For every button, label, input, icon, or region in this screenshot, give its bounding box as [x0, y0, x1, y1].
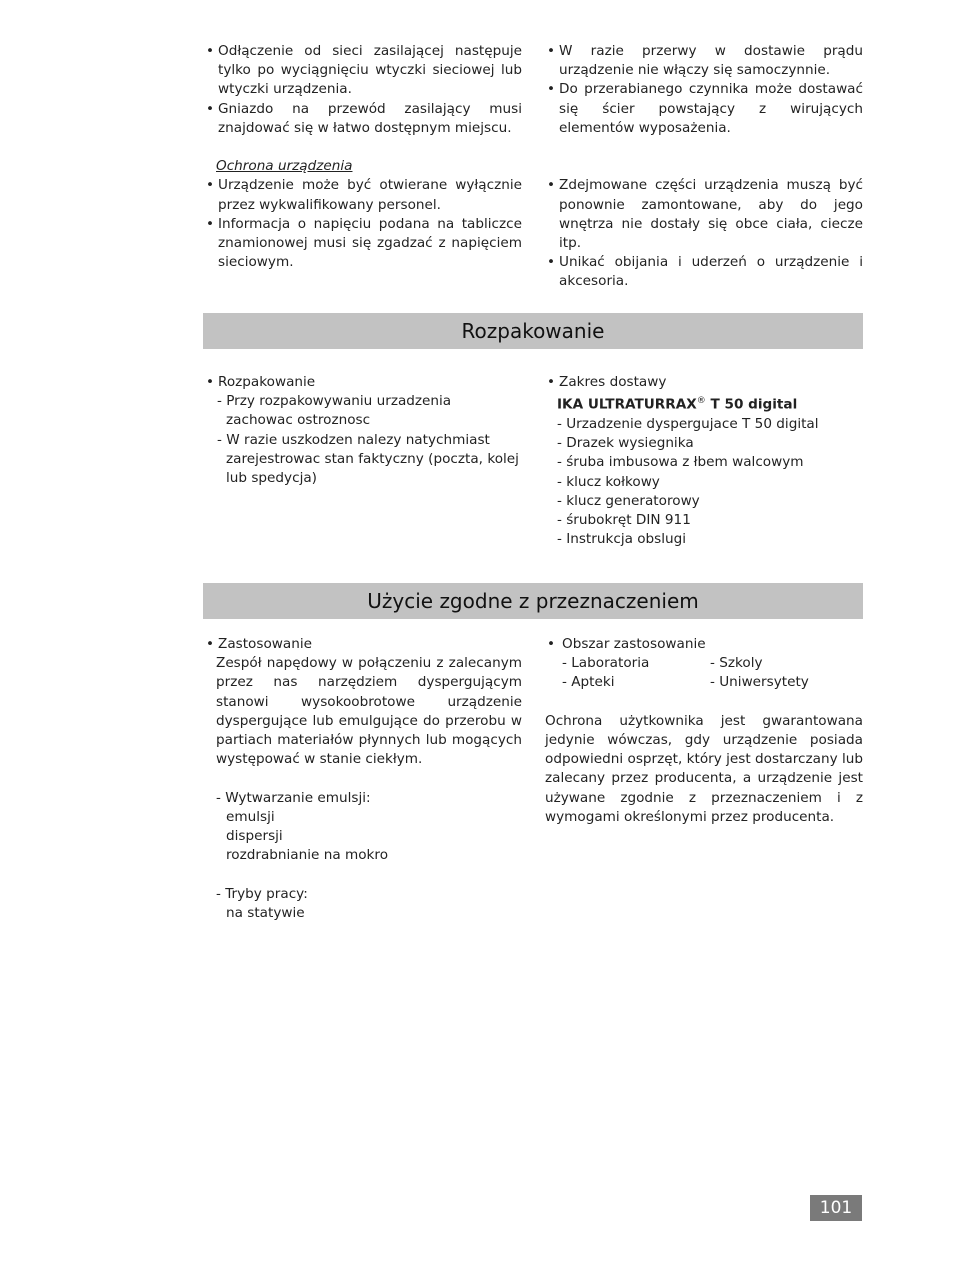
list-item: • Unikać obijania i uderzeń o urządzenie i akcesoria. [545, 253, 863, 291]
dash-item: - śruba imbusowa z łbem walcowym [557, 454, 804, 471]
group-item: na statywie [226, 904, 305, 921]
intended-use-right-column [545, 635, 863, 827]
list-item: • Gniazdo na przewód zasilający musi znajdować się w łatwo dostępnym miejscu. [204, 100, 522, 138]
list-item: • W razie przerwy w dostawie prądu urządzenie nie włączy się samoczynnie. [545, 42, 863, 80]
field-of-use-item: - Laboratoria [562, 655, 650, 672]
dash-item: - W razie uszkodzen nalezy natychmiast zarejestrowac stan faktyczny (poczta, kolej lub spedycja) [217, 431, 519, 487]
dash-item: - Drazek wysiegnika [557, 435, 694, 452]
field-of-use-item: - Uniwersytety [710, 674, 809, 691]
group-item: rozdrabnianie na mokro [226, 847, 389, 864]
unpacking-right-column [545, 373, 863, 549]
top-left-column [204, 42, 522, 272]
group-item: dispersji [226, 828, 283, 845]
intended-use-left-column [204, 635, 522, 923]
dash-item: - Przy rozpakowywaniu urzadzenia zachowac ostroznosc [217, 393, 452, 429]
list-item-field-of-use: • Obszar zastosowanie [545, 635, 863, 654]
dash-item: - śrubokręt DIN 911 [557, 511, 691, 528]
field-of-use-item: - Szkoly [710, 655, 763, 672]
list-item: • Odłączenie od sieci zasilającej następuje tylko po wyciągnięciu wtyczki sieciowej lub wtyczki urządzenia. [204, 42, 522, 100]
dash-item: - klucz kołkowy [557, 473, 660, 490]
unpacking-left-column [204, 373, 522, 488]
group-item: emulsji [226, 808, 275, 825]
dash-item: - Instrukcja obslugi [557, 531, 687, 548]
top-right-column [545, 42, 863, 292]
group-heading: - Tryby pracy: [216, 885, 308, 902]
list-item-application: • Zastosowanie [204, 635, 522, 654]
user-protection-paragraph: Ochrona użytkownika jest gwarantowana jedynie wówczas, gdy urządzenie posiada odpowiedni osprzęt, który jest dostarczany lub zalecany przez producenta, a urządzenie jest używane zgodnie z przeznaczeniem i z wymogami określonymi przez producenta. [545, 712, 863, 825]
list-item: • Urządzenie może być otwierane wyłącznie przez wykwalifikowany personel. [204, 176, 522, 214]
list-item: • Do przerabianego czynnika może dostawać się ścier powstający z wirujących elementów wyposażenia. [545, 80, 863, 138]
product-name: IKA ULTRATURRAX® T 50 digital [557, 396, 798, 413]
page-number: 101 [810, 1195, 862, 1221]
list-item: • Zdejmowane części urządzenia muszą być ponownie zamontowane, aby do jego wnętrza nie dostały się obce ciała, ciecze itp. [545, 176, 863, 253]
field-of-use-row [545, 654, 863, 673]
field-of-use-row [545, 673, 863, 692]
application-paragraph: Zespół napędowy w połączeniu z zalecanym przez nas narzędziem dyspergującym stanowi wysokoobrotowe urządzenie dyspergujące lub emulgujące do przerobu w partiach materiałów płynnych lub mogących występować w stanie ciekłym. [216, 655, 522, 768]
section-heading-intended-use: Użycie zgodne z przeznaczeniem [203, 583, 863, 619]
dash-item: - klucz generatorowy [557, 492, 700, 509]
dash-item: - Urzadzenie dyspergujace T 50 digital [557, 415, 819, 432]
device-protection-subheading: Ochrona urządzenia [216, 158, 353, 175]
group-heading: - Wytwarzanie emulsji: [216, 789, 371, 806]
list-item-scope-of-delivery: • Zakres dostawy [545, 373, 863, 392]
field-of-use-item: - Apteki [562, 674, 615, 691]
list-item: • Informacja o napięciu podana na tabliczce znamionowej musi się zgadzać z napięciem sieciowym. [204, 215, 522, 273]
section-heading-unpacking: Rozpakowanie [203, 313, 863, 349]
list-item-unpacking: • Rozpakowanie [204, 373, 522, 392]
